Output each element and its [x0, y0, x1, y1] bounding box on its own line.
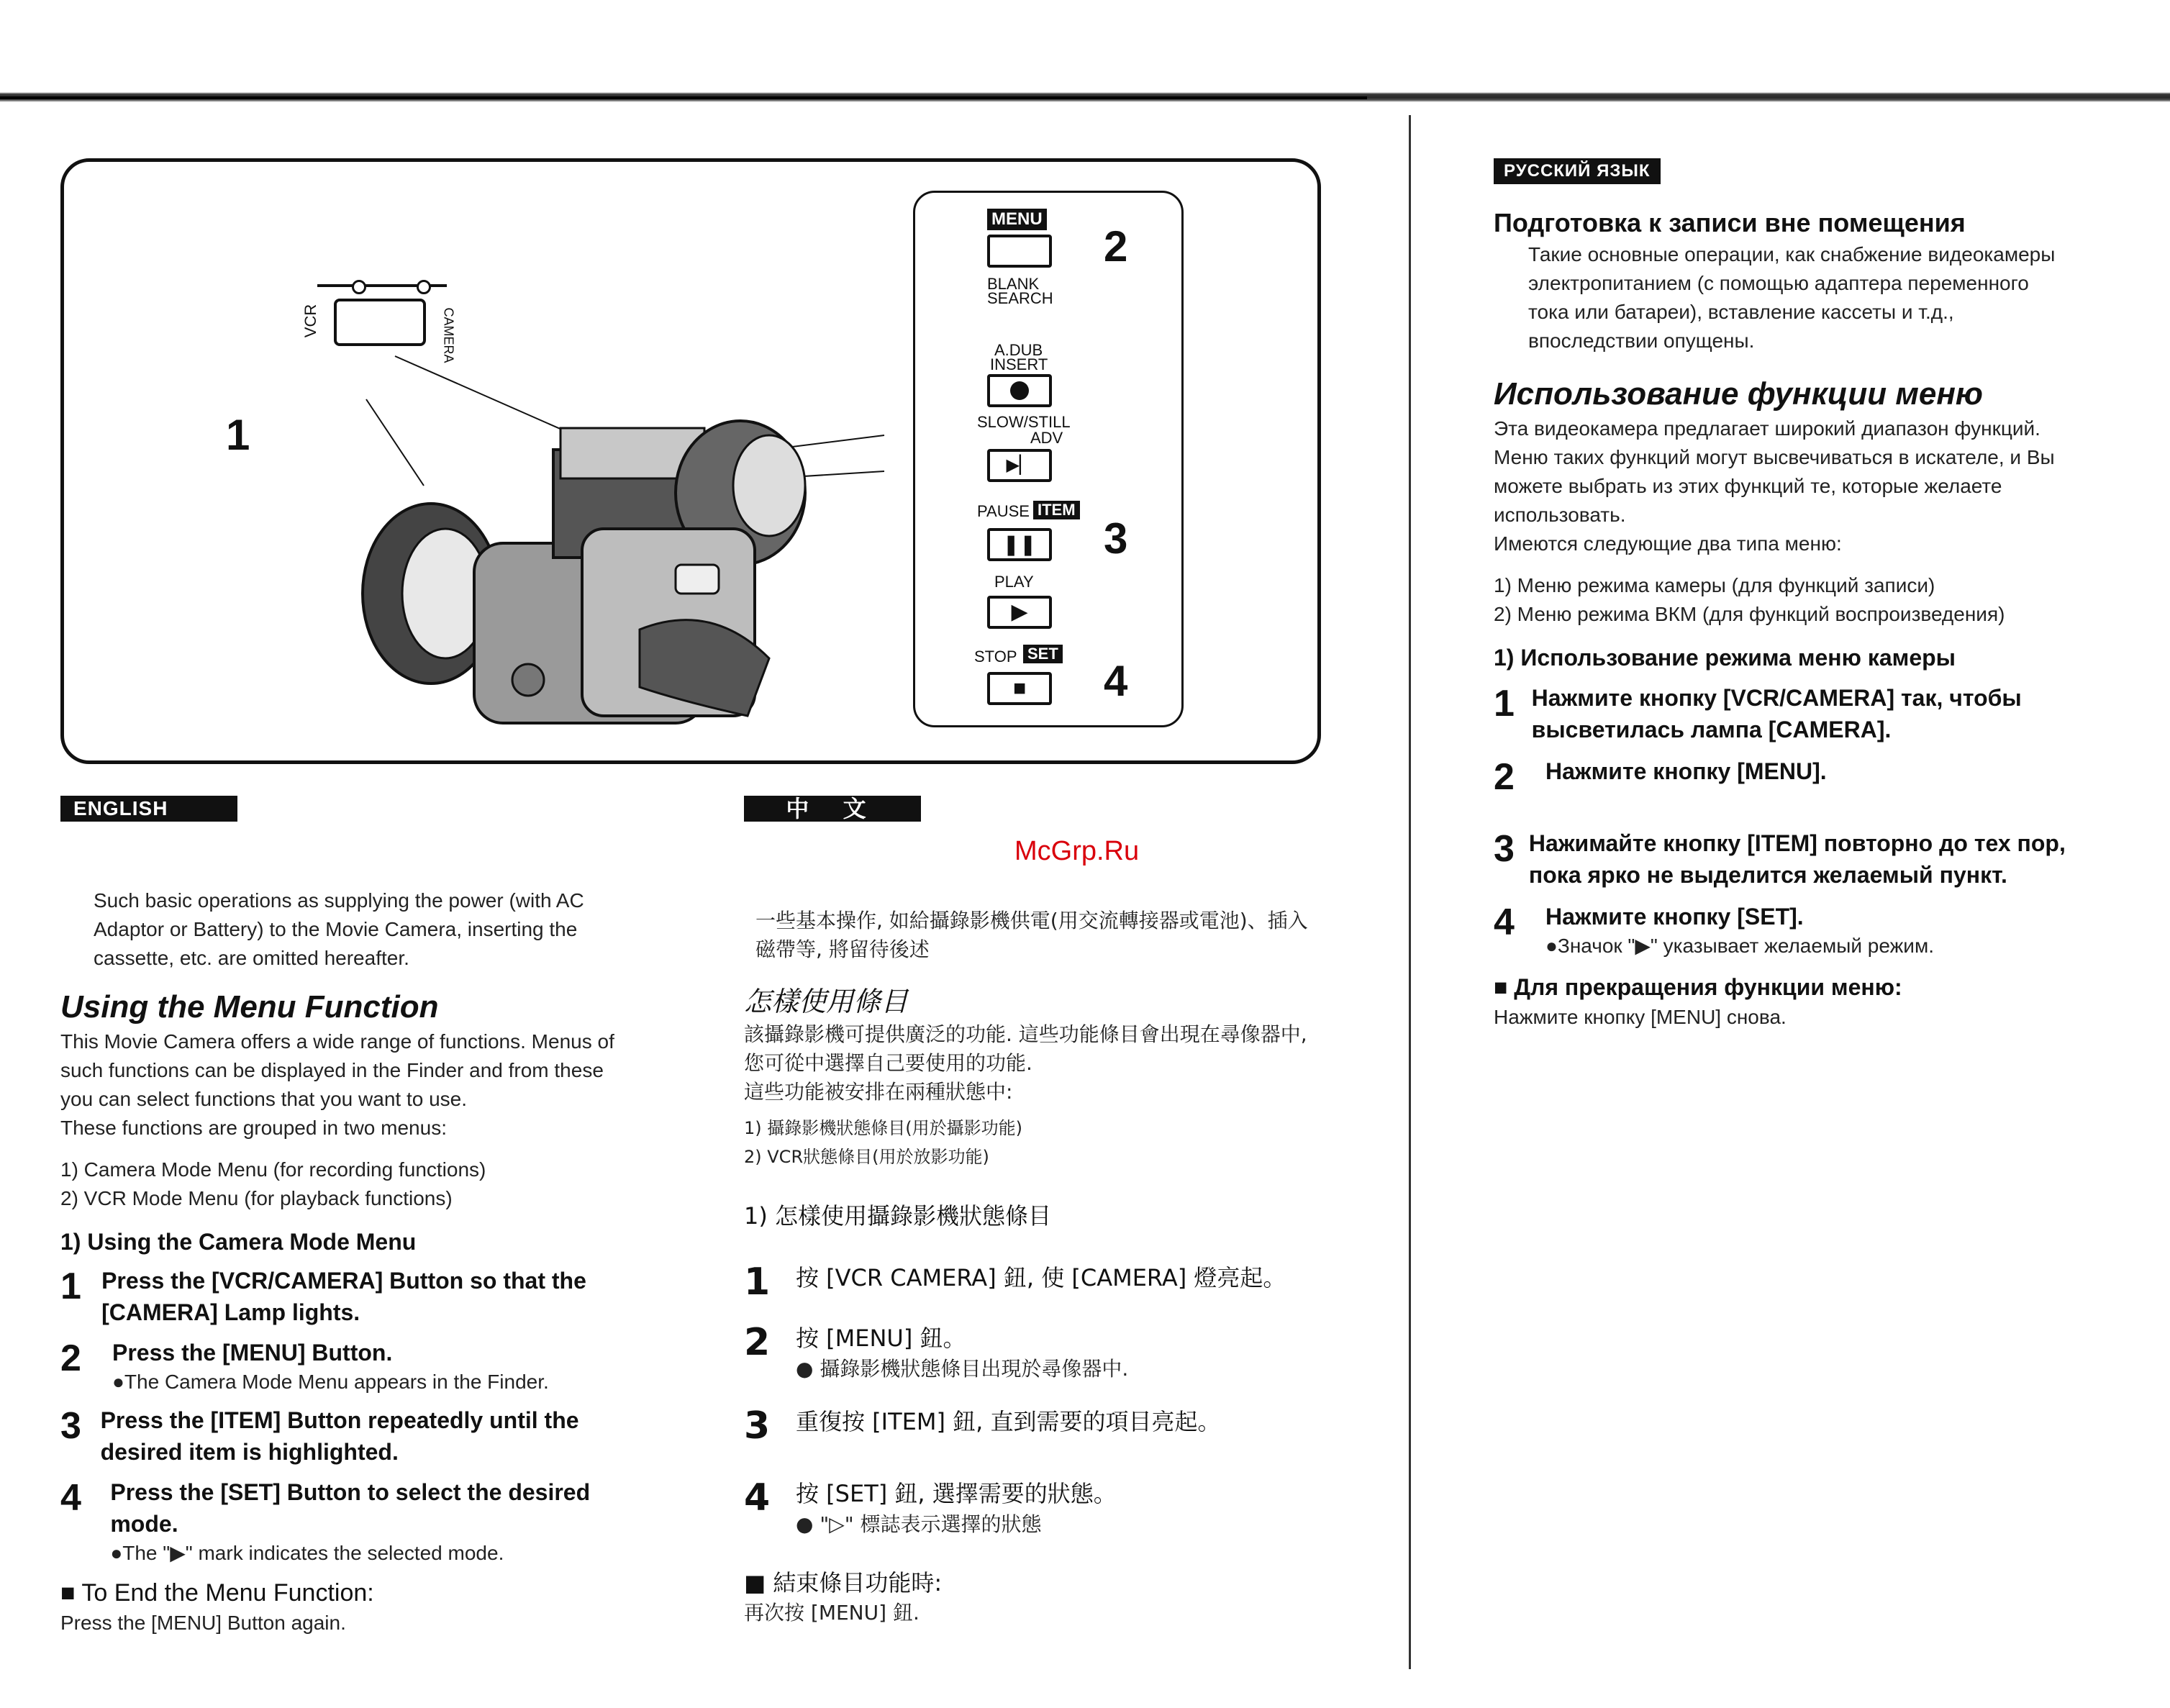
- step-number: 2: [744, 1321, 771, 1364]
- step-number: 1: [60, 1266, 81, 1307]
- russian-body: Эта видеокамера предлагает широкий диапазон функций. Меню таких функций могут высвечиваться в искателе, и Вы можете выбрать из этих функций те, которые желаете использовать.: [1494, 417, 2055, 526]
- step-text: Press the [MENU] Button.: [112, 1340, 393, 1366]
- step-text: Нажмите кнопку [MENU].: [1545, 758, 1827, 784]
- russian-column: [1494, 158, 2069, 1032]
- stop-button[interactable]: ■: [987, 672, 1052, 705]
- page-fold-divider: [1409, 115, 1411, 1669]
- chinese-title: 怎樣使用條目: [744, 986, 909, 1017]
- russian-label: РУССКИЙ ЯЗЫК: [1494, 158, 1661, 184]
- step-text: Press the [ITEM] Button repeatedly until the desired item is highlighted.: [100, 1407, 579, 1465]
- callout-2: 2: [1104, 222, 1128, 271]
- slow-still-label: SLOW/STILL: [977, 413, 1071, 431]
- pause-label: PAUSE: [977, 502, 1030, 520]
- step-note: ● "▷" 標誌表示選擇的狀態: [796, 1512, 1042, 1536]
- menu-label: MENU: [987, 209, 1047, 230]
- callout-4: 4: [1104, 657, 1128, 705]
- pause-button[interactable]: ❚❚: [987, 528, 1052, 561]
- step-number: 1: [744, 1260, 771, 1304]
- english-groups-intro: These functions are grouped in two menus:: [60, 1117, 447, 1139]
- english-body: This Movie Camera offers a wide range of functions. Menus of such functions can be displayed in the Finder and from these you can select functions that you want to use.: [60, 1030, 614, 1110]
- scan-edge-line: [0, 96, 1367, 99]
- chinese-menu-1: 1) 攝錄影機狀態條目(用於攝影功能): [744, 1118, 1022, 1138]
- search-label: SEARCH: [987, 289, 1053, 307]
- step-text: Нажмите кнопку [SET].: [1545, 904, 1804, 930]
- callout-1: 1: [226, 411, 250, 459]
- step-note: ●The "▶" mark indicates the selected mode.: [110, 1542, 504, 1564]
- step-note: ●Значок "▶" указывает желаемый режим.: [1545, 935, 1934, 957]
- english-section: 1) Using the Camera Mode Menu: [60, 1229, 417, 1255]
- insert-label: INSERT: [990, 355, 1048, 373]
- chinese-label: 中 文: [744, 796, 921, 822]
- item-label: ITEM: [1033, 501, 1080, 519]
- english-menu-1: 1) Camera Mode Menu (for recording functions): [60, 1158, 486, 1181]
- russian-end-title: ■ Для прекращения функции меню:: [1494, 974, 1902, 1000]
- step-text: 重復按 [ITEM] 鈕, 直到需要的項目亮起。: [796, 1408, 1221, 1435]
- step-text: Press the [SET] Button to select the desired mode.: [110, 1479, 591, 1537]
- english-menu-2: 2) VCR Mode Menu (for playback functions): [60, 1187, 453, 1209]
- english-step-2: [60, 1337, 636, 1396]
- step-number: 1: [1494, 683, 1515, 724]
- camera-label: CAMERA: [441, 307, 456, 363]
- russian-section: 1) Использование режима меню камеры: [1494, 645, 1956, 671]
- chinese-step-1: [744, 1260, 1320, 1304]
- step-text: Нажимайте кнопку [ITEM] повторно до тех пор, пока ярко не выделится желаемый пункт.: [1528, 830, 2066, 888]
- chinese-step-4: [744, 1476, 1320, 1538]
- russian-menu-2: 2) Меню режима ВКМ (для функций воспроизведения): [1494, 603, 2005, 625]
- step-text: 按 [MENU] 鈕。: [796, 1325, 966, 1352]
- chinese-section: 1) 怎樣使用攝錄影機狀態條目: [744, 1202, 1052, 1230]
- english-label: ENGLISH: [60, 796, 237, 822]
- step-note: ● 攝錄影機狀態條目出現於尋像器中.: [796, 1357, 1129, 1381]
- english-intro: Such basic operations as supplying the power (with AC Adaptor or Battery) to the Movie Camera, inserting the cassette, etc. are omitted hereafter.: [94, 889, 584, 969]
- chinese-end-title: ■ 結束條目功能時:: [744, 1569, 943, 1596]
- english-title: Using the Menu Function: [60, 989, 439, 1025]
- russian-step-4: [1494, 901, 2069, 960]
- chinese-groups-intro: 這些功能被安排在兩種狀態中:: [744, 1080, 1013, 1104]
- step-text: Press the [VCR/CAMERA] Button so that the [CAMERA] Lamp lights.: [101, 1268, 586, 1325]
- step-number: 4: [744, 1476, 771, 1520]
- english-step-3: [60, 1404, 636, 1468]
- chinese-intro: 一些基本操作, 如給攝錄影機供電(用交流轉接器或電池)、插入磁帶等, 將留待後述: [755, 909, 1308, 961]
- english-column: [60, 796, 636, 1637]
- camera-illustration-frame: [60, 158, 1321, 764]
- step-number: 2: [1494, 756, 1515, 798]
- blank-label: BLANK: [987, 275, 1040, 293]
- step-number: 3: [1494, 828, 1515, 870]
- step-text: 按 [VCR CAMERA] 鈕, 使 [CAMERA] 燈亮起。: [796, 1264, 1286, 1291]
- russian-subtitle: Подготовка к записи вне помещения: [1494, 208, 1966, 237]
- russian-step-3: [1494, 827, 2069, 891]
- english-end-title: ■ To End the Menu Function:: [60, 1579, 374, 1607]
- step-number: 4: [60, 1477, 81, 1519]
- watermark: McGrp.Ru: [1014, 836, 1140, 866]
- step-note: ●The Camera Mode Menu appears in the Finder.: [112, 1371, 549, 1393]
- russian-groups-intro: Имеются следующие два типа меню:: [1494, 532, 1842, 555]
- menu-button[interactable]: [987, 235, 1052, 268]
- chinese-step-2: [744, 1321, 1320, 1383]
- chinese-end-text: 再次按 [MENU] 鈕.: [744, 1601, 920, 1625]
- button-panel: [913, 191, 1184, 727]
- russian-title: Использование функции меню: [1494, 376, 1983, 412]
- step-number: 2: [60, 1337, 81, 1379]
- chinese-menu-2: 2) VCR狀態條目(用於放影功能): [744, 1147, 989, 1167]
- step-number: 3: [744, 1404, 771, 1448]
- russian-intro: Такие основные операции, как снабжение видеокамеры электропитанием (с помощью адаптера переменного тока или батареи), вставление кассеты и т.д., впоследствии опущены.: [1528, 243, 2056, 352]
- chinese-column: [744, 796, 1320, 1627]
- record-button[interactable]: [987, 374, 1052, 407]
- play-button[interactable]: ▶: [987, 596, 1052, 629]
- play-label: PLAY: [994, 573, 1034, 591]
- russian-step-2: [1494, 755, 2069, 799]
- russian-step-1: [1494, 682, 2069, 745]
- english-step-4: [60, 1476, 636, 1567]
- step-text: Нажмите кнопку [VCR/CAMERA] так, чтобы высветилась лампа [CAMERA].: [1531, 685, 2022, 742]
- english-step-1: [60, 1265, 636, 1328]
- adv-label: ADV: [1030, 429, 1063, 447]
- step-text: 按 [SET] 鈕, 選擇需要的狀態。: [796, 1480, 1117, 1507]
- chinese-body: 該攝錄影機可提供廣泛的功能. 這些功能條目會出現在尋像器中, 您可從中選擇自己要使用的功能.: [744, 1022, 1307, 1075]
- camcorder-drawing: [337, 255, 899, 773]
- vcr-label: VCR: [301, 304, 320, 338]
- set-label: SET: [1023, 645, 1063, 663]
- stop-label: STOP: [974, 648, 1017, 666]
- russian-menu-1: 1) Меню режима камеры (для функций записи): [1494, 574, 1935, 596]
- adub-label: A.DUB: [994, 341, 1043, 359]
- step-number: 4: [1494, 901, 1515, 943]
- slow-still-button[interactable]: ▶▏: [987, 449, 1052, 482]
- chinese-step-3: [744, 1404, 1320, 1448]
- english-end-text: Press the [MENU] Button again.: [60, 1612, 346, 1634]
- russian-end-text: Нажмите кнопку [MENU] снова.: [1494, 1006, 1787, 1028]
- callout-3: 3: [1104, 514, 1128, 563]
- step-number: 3: [60, 1405, 81, 1447]
